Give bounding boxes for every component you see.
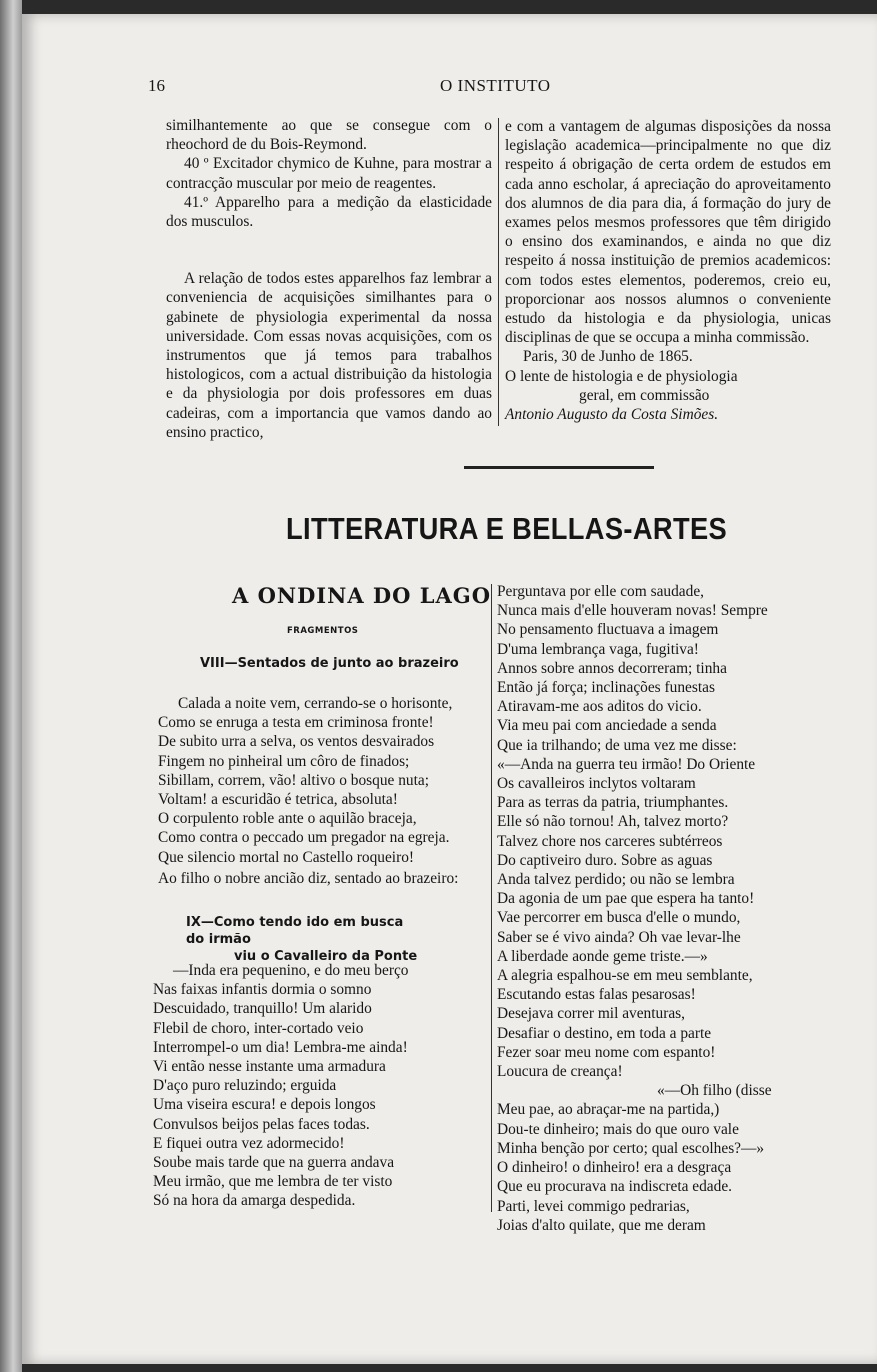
verse-line: Nunca mais d'elle houveram novas! Sempre — [497, 602, 768, 620]
page-header — [140, 76, 810, 100]
top-right-column — [505, 117, 831, 424]
stanza — [153, 961, 408, 1211]
verse-line: Anda talvez perdido; ou não se lembra — [497, 871, 735, 889]
book-spine — [0, 0, 22, 1372]
paragraph: 40 º Excitador chymico de Kuhne, para mostrar a contracção muscular por meio de reagentes. — [166, 155, 492, 192]
verse-line: Loucura de creança! — [497, 1063, 623, 1081]
column-divider — [491, 584, 492, 1212]
verse-line: D'uma lembrança vaga, fugitiva! — [497, 640, 699, 658]
verse-line: Que silencio mortal no Castello roqueiro! — [158, 848, 415, 866]
part-heading-line: IX—Como tendo ido em busca do irmão — [186, 915, 404, 947]
verse-line: Como se enruga a testa em criminosa fronte! — [158, 714, 434, 732]
verse-line: Como contra o peccado um pregador na egreja. — [158, 829, 450, 847]
running-title: O INSTITUTO — [440, 76, 551, 95]
verse-line: Sibillam, correm, vão! altivo o bosque nuta; — [158, 771, 429, 789]
verse-line: Que eu procurava na indiscreta edade. — [497, 1178, 733, 1196]
spacer — [166, 231, 492, 250]
verse-line: Voltam! a escuridão é tetrica, absoluta! — [158, 791, 398, 809]
verse-line: Os cavalleiros inclytos voltaram — [497, 775, 696, 793]
paragraph: 41.º Apparelho para a medição da elasticidade dos musculos. — [166, 193, 492, 231]
verse-line: Vi então nesse instante uma armadura — [153, 1058, 386, 1076]
verse-line: O dinheiro! o dinheiro! era a desgraça — [497, 1159, 732, 1177]
verse-line: Então já força; inclinações funestas — [497, 679, 715, 697]
verse-line: Interrompel-o um dia! Lembra-me ainda! — [153, 1038, 408, 1056]
verse-line: Convulsos beijos pelas faces todas. — [153, 1115, 370, 1133]
verse-line: Saber se é vivo ainda? Oh vae levar-lhe — [497, 928, 741, 946]
verse-line: Descuidado, tranquillo! Um alarido — [153, 1000, 372, 1018]
verse-line: Desejava correr mil aventuras, — [497, 1005, 686, 1023]
verse-line: —Inda era pequenino, e do meu berço — [173, 962, 409, 979]
verse-line: Minha benção por certo; qual escolhes?—» — [497, 1139, 765, 1157]
fragments-label: FRAGMENTOS — [287, 626, 359, 636]
verse-line: Perguntava por elle com saudade, — [497, 583, 704, 600]
verse-line: Escutando estas falas pesarosas! — [497, 986, 696, 1004]
verse-line: Que ia trilhando; de uma vez me disse: — [497, 736, 737, 754]
signature-title: geral, em commissão — [579, 386, 710, 404]
page-number: 16 — [148, 76, 165, 95]
verse-line: O corpulento roble ante o aquilão braceja, — [158, 810, 417, 828]
column-divider — [498, 118, 499, 426]
verse-line: Só na hora da amarga despedida. — [153, 1192, 356, 1210]
verse-line: Talvez chore nos carceres subtérreos — [497, 832, 723, 850]
section-rule — [464, 466, 654, 469]
stanza — [158, 694, 452, 867]
paragraph: A relação de todos estes apparelhos faz lembrar a conveniencia de acquisições similhantes para o gabinete de physiologia experimental da nossa universidade. Com essas novas acquisições, com os instrumentos que já temos para trabalhos histologicos, com a actual distribuição da histologia e da physiologia por dois professores em duas cadeiras, com a importancia que vamos dando ao ensino practico, — [166, 270, 492, 441]
poem-title: A ONDINA DO LAGO — [232, 583, 492, 608]
paragraph: similhantemente ao que se consegue com o rheochord de du Bois-Reymond. — [166, 117, 492, 154]
verse-line: Ao filho o nobre ancião diz, sentado ao brazeiro: — [158, 870, 459, 887]
verse-line: Uma viseira escura! e depois longos — [153, 1096, 376, 1114]
part-heading-line: viu o Cavalleiro da Ponte — [234, 949, 418, 964]
part-heading: VIII—Sentados de junto ao brazeiro — [200, 656, 459, 671]
verse-line: No pensamento fluctuava a imagem — [497, 621, 719, 639]
verse-line: Desafiar o destino, em toda a parte — [497, 1024, 712, 1042]
verse-line: Da agonia de um pae que espera ha tanto! — [497, 890, 755, 908]
verse-line: Joias d'alto quilate, que me deram — [497, 1216, 706, 1234]
signature-title: O lente de histologia e de physiologia — [505, 367, 738, 385]
part-heading — [186, 914, 426, 965]
verse-line: «—Anda na guerra teu irmão! Do Oriente — [497, 755, 756, 773]
verse-line: «—Oh filho (disse — [657, 1082, 772, 1100]
dateline: Paris, 30 de Junho de 1865. — [523, 348, 693, 366]
verse-line: Do captiveiro duro. Sobre as aguas — [497, 851, 713, 869]
verse-line: Via meu pai com anciedade a senda — [497, 717, 717, 735]
verse-line: Elle só não tornou! Ah, talvez morto? — [497, 813, 729, 831]
top-left-column — [166, 116, 492, 442]
signature-name: Antonio Augusto da Costa Simões. — [505, 406, 719, 424]
verse-line: Meu irmão, que me lembra de ter visto — [153, 1173, 393, 1191]
verse-line: A liberdade aonde geme triste.—» — [497, 947, 708, 965]
verse-line: Fingem no pinheiral um côro de finados; — [158, 752, 410, 770]
section-title: LITTERATURA E BELLAS-ARTES — [286, 511, 728, 546]
verse-line: Calada a noite vem, cerrando-se o horisonte, — [178, 695, 453, 712]
verse-line: De subito urra a selva, os ventos desvairados — [158, 733, 435, 751]
verse-line: A alegria espalhou-se em meu semblante, — [497, 967, 753, 985]
verse-line: Dou-te dinheiro; mais do que ouro vale — [497, 1120, 739, 1138]
verse-line: Soube mais tarde que na guerra andava — [153, 1154, 395, 1172]
poem-right-column — [497, 582, 772, 1235]
verse-line: Annos sobre annos decorreram; tinha — [497, 659, 727, 677]
verse-line: Atiravam-me aos aditos do vicio. — [497, 698, 702, 716]
verse-line: Parti, levei commigo pedrarias, — [497, 1197, 690, 1215]
verse-line: E fiquei outra vez adormecido! — [153, 1134, 345, 1152]
paragraph: e com a vantagem de algumas disposições da nossa legislação academica—principalmente no que diz respeito á obrigação de certa ordem de estudos em cada anno escholar, á apreciação do aproveitamento dos alumnos de dia para dia, á formação do jury de exames pelos mesmos professores que têm dirigido o ensino dos examinandos, e ainda no que diz respeito á nossa instituição de premios academicos: com todos estes elementos, poderemos, creio eu, proporcionar aos nossos alumnos o conveniente estudo da histologia e da physiologia, unicas disciplinas de que se occupa a minha commissão. — [505, 118, 831, 347]
stanza — [158, 869, 458, 888]
verse-line: Para as terras da patria, triumphantes. — [497, 794, 729, 812]
verse-line: Flebil de choro, inter-cortado veio — [153, 1019, 364, 1037]
verse-line: Meu pae, ao abraçar-me na partida,) — [497, 1101, 720, 1119]
verse-line: D'aço puro reluzindo; erguida — [153, 1077, 337, 1095]
verse-line: Fezer soar meu nome com espanto! — [497, 1043, 716, 1061]
verse-line: Vae percorrer em busca d'elle o mundo, — [497, 909, 741, 927]
verse-line: Nas faixas infantis dormia o somno — [153, 981, 372, 999]
spacer — [166, 250, 492, 269]
